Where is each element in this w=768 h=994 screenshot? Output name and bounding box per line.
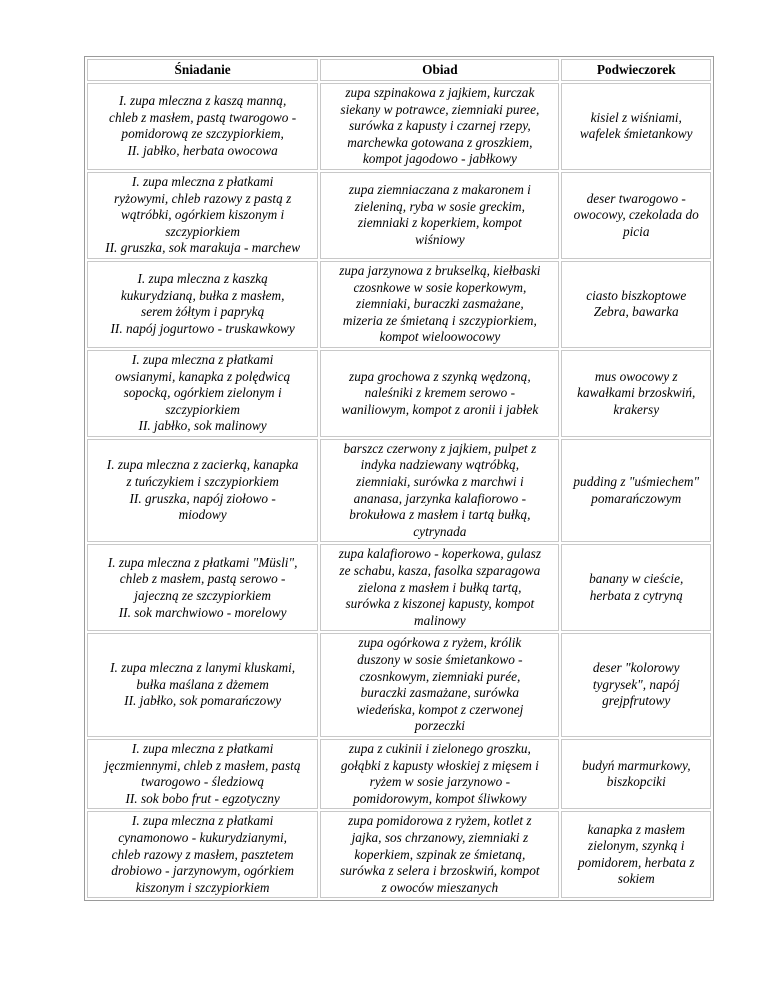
cell-sniadanie bbox=[87, 633, 318, 737]
cell-sniadanie-line: II. napój jogurtowo - truskawkowy bbox=[110, 321, 295, 337]
table-row bbox=[87, 811, 711, 898]
header-sniadanie: Śniadanie bbox=[87, 59, 318, 81]
cell-obiad-line: surówka z kiszonej kapusty, kompot bbox=[345, 596, 535, 612]
cell-sniadanie-line: chleb z masłem, pastą twarogowo - bbox=[109, 109, 297, 125]
cell-obiad-line: czosnkowym, ziemniaki purée, bbox=[359, 668, 521, 684]
header-row bbox=[87, 59, 711, 81]
cell-obiad-line: porzeczki bbox=[414, 718, 465, 734]
cell-podwieczorek-line: tygrysek", napój bbox=[592, 676, 680, 692]
cell-podwieczorek-line: wafelek śmietankowy bbox=[579, 126, 693, 142]
cell-obiad-line: zupa szpinakowa z jajkiem, kurczak bbox=[345, 85, 535, 100]
table-row bbox=[87, 633, 711, 737]
cell-podwieczorek-line: kanapka z masłem bbox=[587, 821, 685, 837]
cell-obiad-line: zupa grochowa z szynką wędzoną, bbox=[349, 368, 531, 384]
cell-obiad-line: koperkiem, szpinak ze śmietaną, bbox=[354, 846, 526, 862]
menu-body bbox=[87, 83, 711, 898]
cell-obiad-line: zieleniną, ryba w sosie greckim, bbox=[354, 198, 525, 214]
cell-obiad-line: ze schabu, kasza, fasolka szparagowa bbox=[339, 563, 541, 579]
cell-podwieczorek bbox=[561, 439, 711, 543]
cell-sniadanie-line: II. sok bobo frut - egzotyczny bbox=[125, 790, 280, 806]
cell-sniadanie-line: cynamonowo - kukurydzianymi, bbox=[118, 829, 287, 845]
cell-sniadanie-line: szczypiorkiem bbox=[165, 401, 240, 417]
cell-podwieczorek-line: kisiel z wiśniami, bbox=[590, 109, 682, 125]
cell-sniadanie-line: chleb z masłem, pastą serowo - bbox=[119, 571, 286, 587]
cell-obiad bbox=[320, 739, 559, 809]
cell-obiad-line: kompot jagodowo - jabłkowy bbox=[362, 151, 517, 167]
cell-podwieczorek bbox=[561, 544, 711, 631]
cell-sniadanie-line: jajeczną ze szczypiorkiem bbox=[134, 587, 271, 603]
cell-obiad-line: wiedeńska, kompot z czerwonej bbox=[356, 701, 524, 717]
cell-podwieczorek-line: owocowy, czekolada do bbox=[573, 207, 699, 223]
cell-podwieczorek bbox=[561, 633, 711, 737]
cell-podwieczorek bbox=[561, 172, 711, 259]
cell-sniadanie-line: twarogowo - śledziową bbox=[141, 774, 265, 790]
cell-obiad-line: marchewka gotowana z groszkiem, bbox=[347, 134, 533, 150]
cell-obiad-line: ziemniaki z koperkiem, kompot bbox=[357, 215, 522, 231]
cell-obiad-line: zupa ogórkowa z ryżem, królik bbox=[358, 635, 522, 651]
cell-obiad-line: mizeria ze śmietaną i szczypiorkiem, bbox=[342, 312, 537, 328]
cell-sniadanie-line: II. jabłko, herbata owocowa bbox=[127, 143, 278, 159]
cell-obiad-line: indyka nadziewany wątróbką, bbox=[360, 457, 520, 473]
cell-obiad-line: duszony w sosie śmietankowo - bbox=[357, 652, 523, 667]
cell-obiad bbox=[320, 811, 559, 898]
cell-obiad-line: naleśniki z kremem serowo - bbox=[364, 385, 516, 401]
cell-podwieczorek-line: mus owocowy z bbox=[594, 368, 678, 384]
cell-podwieczorek-line: budyń marmurkowy, bbox=[581, 757, 691, 773]
cell-sniadanie bbox=[87, 739, 318, 809]
cell-obiad-line: barszcz czerwony z jajkiem, pulpet z bbox=[343, 440, 537, 456]
cell-sniadanie bbox=[87, 172, 318, 259]
cell-podwieczorek-line: zielonym, szynką i bbox=[588, 838, 685, 854]
table-row bbox=[87, 739, 711, 809]
cell-sniadanie-line: I. zupa mleczna z lanymi kluskami, bbox=[110, 660, 296, 676]
cell-obiad bbox=[320, 350, 559, 437]
cell-obiad-line: wiśniowy bbox=[415, 232, 465, 248]
cell-obiad-line: zupa jarzynowa z brukselką, kiełbaski bbox=[339, 262, 541, 278]
cell-obiad-line: malinowy bbox=[414, 612, 466, 628]
cell-podwieczorek-line: Zebra, bawarka bbox=[593, 304, 679, 320]
cell-sniadanie-line: miodowy bbox=[178, 507, 227, 523]
cell-sniadanie-line: II. gruszka, napój ziołowo - bbox=[129, 490, 276, 506]
cell-obiad-line: gołąbki z kapusty włoskiej z mięsem i bbox=[340, 757, 539, 773]
cell-sniadanie bbox=[87, 811, 318, 898]
cell-obiad-line: ziemniaki, surówka z marchwi i bbox=[356, 474, 524, 490]
cell-sniadanie-line: chleb razowy z masłem, pasztetem bbox=[111, 846, 294, 862]
header-podwieczorek: Podwieczorek bbox=[561, 59, 711, 81]
cell-obiad-line: surówka z kapusty i czarnej rzepy, bbox=[349, 118, 531, 134]
cell-podwieczorek-line: grejpfrutowy bbox=[602, 693, 671, 709]
cell-sniadanie-line: II. sok marchwiowo - morelowy bbox=[118, 604, 287, 620]
cell-podwieczorek bbox=[561, 739, 711, 809]
cell-podwieczorek bbox=[561, 350, 711, 437]
cell-sniadanie-line: z tuńczykiem i szczypiorkiem bbox=[126, 474, 279, 490]
table-row bbox=[87, 439, 711, 543]
header-obiad: Obiad bbox=[320, 59, 559, 81]
cell-obiad-line: jajka, sos chrzanowy, ziemniaki z bbox=[351, 829, 529, 845]
cell-sniadanie-line: ryżowymi, chleb razowy z pastą z bbox=[113, 190, 292, 206]
cell-sniadanie-line: drobiowo - jarzynowym, ogórkiem bbox=[111, 863, 294, 879]
cell-podwieczorek-line: deser "kolorowy bbox=[592, 660, 680, 676]
cell-podwieczorek-line: ciasto biszkoptowe bbox=[586, 287, 687, 303]
cell-obiad-line: kompot wieloowocowy bbox=[379, 329, 501, 345]
cell-sniadanie bbox=[87, 261, 318, 348]
cell-obiad-line: pomidorowym, kompot śliwkowy bbox=[353, 790, 527, 806]
cell-obiad-line: ziemniaki, buraczki zasmażane, bbox=[356, 296, 524, 312]
cell-sniadanie-line: pomidorową ze szczypiorkiem, bbox=[121, 126, 284, 142]
cell-podwieczorek-line: sokiem bbox=[617, 871, 655, 887]
cell-obiad-line: zupa z cukinii i zielonego groszku, bbox=[348, 740, 531, 756]
cell-sniadanie-line: owsianymi, kanapka z polędwicą bbox=[115, 368, 291, 384]
cell-sniadanie-line: I. zupa mleczna z płatkami bbox=[131, 813, 274, 829]
table-row bbox=[87, 83, 711, 170]
cell-podwieczorek-line: biszkopciki bbox=[606, 774, 666, 790]
cell-obiad bbox=[320, 439, 559, 543]
cell-obiad-line: zupa pomidorowa z ryżem, kotlet z bbox=[348, 813, 532, 829]
cell-obiad-line: siekany w potrawce, ziemniaki puree, bbox=[340, 101, 540, 117]
cell-sniadanie-line: II. jabłko, sok malinowy bbox=[138, 418, 267, 434]
cell-obiad-line: buraczki zasmażane, surówka bbox=[360, 685, 520, 701]
cell-obiad-line: surówka z selera i brzoskwiń, kompot bbox=[340, 863, 540, 879]
cell-podwieczorek-line: pudding z "uśmiechem" bbox=[573, 474, 700, 490]
cell-podwieczorek-line: banany w cieście, bbox=[589, 571, 684, 587]
cell-sniadanie-line: jęczmiennymi, chleb z masłem, pastą bbox=[104, 757, 301, 773]
cell-podwieczorek-line: picia bbox=[622, 223, 650, 239]
cell-sniadanie-line: II. gruszka, sok marakuja - marchew bbox=[105, 240, 301, 256]
cell-podwieczorek-line: herbata z cytryną bbox=[589, 587, 683, 603]
cell-obiad-line: brokułowa z masłem i tartą bułką, bbox=[349, 507, 531, 523]
cell-sniadanie-line: I. zupa mleczna z płatkami "Müsli", bbox=[107, 554, 298, 570]
cell-podwieczorek-line: deser twarogowo - bbox=[586, 190, 686, 206]
cell-obiad-line: ananasa, jarzynka kalafiorowo - bbox=[353, 490, 527, 506]
cell-sniadanie-line: serem żółtym i papryką bbox=[141, 304, 265, 320]
cell-sniadanie bbox=[87, 350, 318, 437]
cell-sniadanie-line: I. zupa mleczna z kaszą manną, bbox=[118, 93, 287, 109]
cell-sniadanie bbox=[87, 544, 318, 631]
cell-obiad-line: waniliowym, kompot z aronii i jabłek bbox=[341, 401, 539, 417]
table-row bbox=[87, 172, 711, 259]
cell-sniadanie-line: I. zupa mleczna z płatkami bbox=[131, 351, 274, 367]
cell-sniadanie-line: kukurydzianą, bułka z masłem, bbox=[120, 287, 285, 303]
cell-obiad bbox=[320, 83, 559, 170]
cell-obiad-line: ryżem w sosie jarzynowo - bbox=[369, 774, 511, 790]
table-row bbox=[87, 261, 711, 348]
cell-sniadanie bbox=[87, 83, 318, 170]
cell-obiad bbox=[320, 544, 559, 631]
cell-sniadanie-line: bułka maślana z dżemem bbox=[136, 676, 269, 692]
cell-obiad-line: cytrynada bbox=[413, 523, 467, 539]
cell-podwieczorek bbox=[561, 261, 711, 348]
cell-sniadanie-line: I. zupa mleczna z płatkami bbox=[131, 740, 274, 756]
cell-sniadanie-line: sopocką, ogórkiem zielonym i bbox=[123, 385, 282, 401]
cell-sniadanie-line: I. zupa mleczna z kaszką bbox=[137, 271, 268, 287]
cell-podwieczorek bbox=[561, 811, 711, 898]
cell-podwieczorek-line: pomarańczowym bbox=[591, 490, 682, 506]
cell-sniadanie-line: I. zupa mleczna z zacierką, kanapka bbox=[106, 457, 299, 473]
cell-podwieczorek bbox=[561, 83, 711, 170]
cell-obiad bbox=[320, 172, 559, 259]
cell-sniadanie-line: I. zupa mleczna z płatkami bbox=[131, 173, 274, 189]
cell-sniadanie-line: szczypiorkiem bbox=[165, 223, 240, 239]
cell-sniadanie-line: kiszonym i szczypiorkiem bbox=[135, 879, 270, 895]
cell-podwieczorek-line: kawałkami brzoskwiń, bbox=[577, 385, 696, 401]
cell-obiad-line: z owoców mieszanych bbox=[381, 879, 499, 895]
cell-sniadanie-line: wątróbki, ogórkiem kiszonym i bbox=[121, 207, 285, 223]
cell-obiad bbox=[320, 633, 559, 737]
table-row bbox=[87, 544, 711, 631]
cell-podwieczorek-line: krakersy bbox=[613, 401, 660, 417]
table-row bbox=[87, 350, 711, 437]
cell-obiad-line: zupa ziemniaczana z makaronem i bbox=[348, 182, 531, 198]
cell-podwieczorek-line: pomidorem, herbata z bbox=[577, 854, 695, 870]
cell-sniadanie bbox=[87, 439, 318, 543]
cell-obiad-line: czosnkowe w sosie koperkowym, bbox=[353, 279, 527, 295]
menu-table bbox=[84, 56, 714, 901]
cell-sniadanie-line: II. jabłko, sok pomarańczowy bbox=[124, 693, 282, 709]
cell-obiad bbox=[320, 261, 559, 348]
cell-obiad-line: zielona z masłem i bułką tartą, bbox=[358, 579, 522, 595]
cell-obiad-line: zupa kalafiorowo - koperkowa, gulasz bbox=[338, 546, 541, 562]
